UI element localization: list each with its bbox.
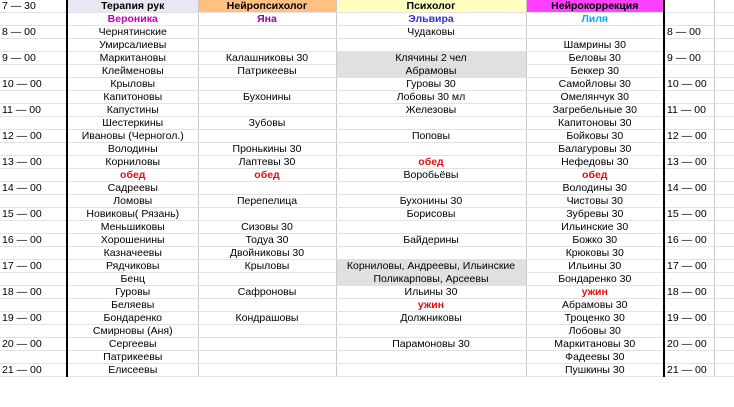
appointment-cell[interactable]: Беляевы: [67, 299, 198, 312]
appointment-cell[interactable]: Зубревы 30: [526, 208, 664, 221]
appointment-cell[interactable]: Маркитановы: [67, 52, 198, 65]
empty-cell[interactable]: [714, 312, 734, 325]
schedule-row: [0, 195, 734, 208]
time-cell[interactable]: 8 — 00: [664, 26, 714, 39]
appointment-cell[interactable]: обед: [198, 169, 336, 182]
time-cell[interactable]: [664, 0, 714, 13]
time-cell[interactable]: 20 — 00: [664, 338, 714, 351]
schedule-row: [0, 91, 734, 104]
time-cell[interactable]: 11 — 00: [664, 104, 714, 117]
empty-cell[interactable]: [714, 78, 734, 91]
appointment-cell[interactable]: Корниловы: [67, 156, 198, 169]
appointment-cell[interactable]: Борисовы: [336, 208, 526, 221]
time-cell[interactable]: [664, 247, 714, 260]
appointment-cell[interactable]: Сергеевы: [67, 338, 198, 351]
specialist-name[interactable]: Эльвира: [336, 13, 526, 26]
appointment-cell[interactable]: Воробьёвы: [336, 169, 526, 182]
time-cell[interactable]: 9 — 00: [0, 52, 67, 65]
appointment-cell[interactable]: Хорошенины: [67, 234, 198, 247]
appointment-cell[interactable]: Поликарповы, Арсеевы: [336, 273, 526, 286]
time-cell[interactable]: 21 — 00: [0, 364, 67, 377]
appointment-cell[interactable]: [526, 26, 664, 39]
appointment-cell[interactable]: [198, 78, 336, 91]
schedule-row: [0, 182, 734, 195]
empty-cell[interactable]: [714, 208, 734, 221]
appointment-cell[interactable]: Крюковы 30: [526, 247, 664, 260]
appointment-cell[interactable]: Ильинские 30: [526, 221, 664, 234]
appointment-cell[interactable]: Пушкины 30: [526, 364, 664, 377]
time-cell[interactable]: 7 — 30: [0, 0, 67, 13]
appointment-cell[interactable]: Железовы: [336, 104, 526, 117]
time-cell[interactable]: [664, 91, 714, 104]
appointment-cell[interactable]: Лобовы 30 мл: [336, 91, 526, 104]
appointment-cell[interactable]: [198, 182, 336, 195]
appointment-cell[interactable]: [198, 26, 336, 39]
time-cell[interactable]: 10 — 00: [0, 78, 67, 91]
schedule-row: [0, 65, 734, 78]
appointment-cell[interactable]: Лаптевы 30: [198, 156, 336, 169]
appointment-cell[interactable]: Садреевы: [67, 182, 198, 195]
appointment-cell[interactable]: Балагуровы 30: [526, 143, 664, 156]
appointment-cell[interactable]: Сафроновы: [198, 286, 336, 299]
time-cell[interactable]: [664, 117, 714, 130]
schedule-row: [0, 169, 734, 182]
appointment-cell[interactable]: Казначеевы: [67, 247, 198, 260]
appointment-cell[interactable]: Шестеркины: [67, 117, 198, 130]
appointment-cell[interactable]: Поповы: [336, 130, 526, 143]
time-cell[interactable]: 18 — 00: [664, 286, 714, 299]
specialist-header[interactable]: Нейрокоррекция: [526, 0, 664, 13]
empty-cell[interactable]: [714, 117, 734, 130]
appointment-cell[interactable]: Крыловы: [67, 78, 198, 91]
appointment-cell[interactable]: Чистовы 30: [526, 195, 664, 208]
appointment-cell[interactable]: Бондаренко: [67, 312, 198, 325]
appointment-cell[interactable]: Клячины 2 чел: [336, 52, 526, 65]
schedule-row: [0, 325, 734, 338]
appointment-cell[interactable]: Божко 30: [526, 234, 664, 247]
schedule-row: [0, 117, 734, 130]
specialist-name[interactable]: Яна: [198, 13, 336, 26]
empty-cell[interactable]: [714, 286, 734, 299]
schedule-row: [0, 26, 734, 39]
empty-cell[interactable]: [714, 169, 734, 182]
appointment-cell[interactable]: Бенц: [67, 273, 198, 286]
appointment-cell[interactable]: Патрикеевы: [198, 65, 336, 78]
appointment-cell[interactable]: Сизовы 30: [198, 221, 336, 234]
appointment-cell[interactable]: [198, 130, 336, 143]
time-cell[interactable]: [664, 169, 714, 182]
time-cell[interactable]: 17 — 00: [664, 260, 714, 273]
time-cell[interactable]: [0, 247, 67, 260]
schedule-row: [0, 247, 734, 260]
time-cell[interactable]: 14 — 00: [0, 182, 67, 195]
appointment-cell[interactable]: Калашниковы 30: [198, 52, 336, 65]
appointment-cell[interactable]: Чудаковы: [336, 26, 526, 39]
empty-cell[interactable]: [714, 91, 734, 104]
empty-cell[interactable]: [714, 273, 734, 286]
time-cell[interactable]: [664, 221, 714, 234]
appointment-cell[interactable]: Зубовы: [198, 117, 336, 130]
appointment-cell[interactable]: Ивановы (Черногол.): [67, 130, 198, 143]
time-cell[interactable]: 8 — 00: [0, 26, 67, 39]
schedule-row: [0, 260, 734, 273]
time-cell[interactable]: [0, 221, 67, 234]
time-cell[interactable]: 13 — 00: [0, 156, 67, 169]
time-cell[interactable]: [664, 299, 714, 312]
time-cell[interactable]: [0, 143, 67, 156]
time-cell[interactable]: [664, 195, 714, 208]
empty-cell[interactable]: [714, 351, 734, 364]
empty-cell[interactable]: [714, 130, 734, 143]
empty-cell[interactable]: [714, 143, 734, 156]
empty-cell[interactable]: [714, 325, 734, 338]
appointment-cell[interactable]: [198, 208, 336, 221]
schedule-row: [0, 273, 734, 286]
empty-cell[interactable]: [714, 65, 734, 78]
time-cell[interactable]: 16 — 00: [664, 234, 714, 247]
time-cell[interactable]: 9 — 00: [664, 52, 714, 65]
schedule-row: [0, 78, 734, 91]
time-cell[interactable]: 19 — 00: [0, 312, 67, 325]
time-cell[interactable]: [664, 143, 714, 156]
time-cell[interactable]: [664, 39, 714, 52]
appointment-cell[interactable]: Володины 30: [526, 182, 664, 195]
time-cell[interactable]: [0, 351, 67, 364]
appointment-cell[interactable]: Меньшиковы: [67, 221, 198, 234]
appointment-cell[interactable]: Нефедовы 30: [526, 156, 664, 169]
empty-cell[interactable]: [714, 13, 734, 26]
appointment-cell[interactable]: Лобовы 30: [526, 325, 664, 338]
appointment-cell[interactable]: Должниковы: [336, 312, 526, 325]
schedule-row: [0, 104, 734, 117]
schedule-row: [0, 351, 734, 364]
appointment-cell[interactable]: Ломовы: [67, 195, 198, 208]
time-cell[interactable]: [664, 273, 714, 286]
time-cell[interactable]: [0, 117, 67, 130]
appointment-cell[interactable]: Парамоновы 30: [336, 338, 526, 351]
appointment-cell[interactable]: [336, 247, 526, 260]
time-cell[interactable]: 11 — 00: [0, 104, 67, 117]
schedule-row: [0, 299, 734, 312]
empty-cell[interactable]: [714, 26, 734, 39]
schedule-row: [0, 234, 734, 247]
header-row: [0, 0, 734, 13]
specialist-name[interactable]: Лиля: [526, 13, 664, 26]
time-cell[interactable]: [0, 195, 67, 208]
empty-cell[interactable]: [714, 156, 734, 169]
appointment-cell[interactable]: [198, 273, 336, 286]
appointment-cell[interactable]: Елисеевы: [67, 364, 198, 377]
appointment-cell[interactable]: Крыловы: [198, 260, 336, 273]
appointment-cell[interactable]: Фадеевы 30: [526, 351, 664, 364]
time-cell[interactable]: [0, 273, 67, 286]
specialist-names-row: [0, 13, 734, 26]
appointment-cell[interactable]: [198, 364, 336, 377]
appointment-cell[interactable]: [336, 39, 526, 52]
time-cell[interactable]: [664, 325, 714, 338]
time-cell[interactable]: 17 — 00: [0, 260, 67, 273]
time-cell[interactable]: 18 — 00: [0, 286, 67, 299]
empty-cell[interactable]: [714, 299, 734, 312]
schedule-row: [0, 130, 734, 143]
time-cell[interactable]: [0, 299, 67, 312]
appointment-cell[interactable]: Самойловы 30: [526, 78, 664, 91]
empty-cell[interactable]: [714, 338, 734, 351]
appointment-cell[interactable]: Бухонины: [198, 91, 336, 104]
appointment-cell[interactable]: Гуровы 30: [336, 78, 526, 91]
time-cell[interactable]: 12 — 00: [0, 130, 67, 143]
empty-cell[interactable]: [714, 260, 734, 273]
appointment-cell[interactable]: Смирновы (Аня): [67, 325, 198, 338]
appointment-cell[interactable]: Беккер 30: [526, 65, 664, 78]
time-cell[interactable]: 13 — 00: [664, 156, 714, 169]
appointment-cell[interactable]: Ильины 30: [526, 260, 664, 273]
empty-cell[interactable]: [714, 195, 734, 208]
appointment-cell[interactable]: [336, 117, 526, 130]
appointment-cell[interactable]: Бондаренко 30: [526, 273, 664, 286]
appointment-cell[interactable]: [198, 39, 336, 52]
appointment-cell[interactable]: Байдерины: [336, 234, 526, 247]
appointment-cell[interactable]: [336, 182, 526, 195]
schedule-row: [0, 143, 734, 156]
appointment-cell[interactable]: [336, 364, 526, 377]
empty-cell[interactable]: [0, 13, 67, 26]
appointment-cell[interactable]: Маркитановы 30: [526, 338, 664, 351]
time-cell[interactable]: [664, 65, 714, 78]
empty-cell[interactable]: [714, 104, 734, 117]
appointment-cell[interactable]: Шамрины 30: [526, 39, 664, 52]
schedule-row: [0, 364, 734, 377]
appointment-cell[interactable]: [198, 338, 336, 351]
appointment-cell[interactable]: Абрамовы 30: [526, 299, 664, 312]
time-cell[interactable]: 16 — 00: [0, 234, 67, 247]
appointment-cell[interactable]: Кондрашовы: [198, 312, 336, 325]
time-cell[interactable]: [0, 325, 67, 338]
time-cell[interactable]: 14 — 00: [664, 182, 714, 195]
appointment-cell[interactable]: Ильины 30: [336, 286, 526, 299]
time-cell[interactable]: 15 — 00: [0, 208, 67, 221]
appointment-cell[interactable]: обед: [336, 156, 526, 169]
specialist-header[interactable]: Нейропсихолог: [198, 0, 336, 13]
empty-cell[interactable]: [714, 182, 734, 195]
schedule-row: [0, 286, 734, 299]
specialist-header[interactable]: Психолог: [336, 0, 526, 13]
time-cell[interactable]: 20 — 00: [0, 338, 67, 351]
schedule-row: [0, 52, 734, 65]
appointment-cell[interactable]: Рядчиковы: [67, 260, 198, 273]
appointment-cell[interactable]: Капустины: [67, 104, 198, 117]
appointment-cell[interactable]: Капитоновы: [67, 91, 198, 104]
schedule-row: [0, 221, 734, 234]
appointment-cell[interactable]: Капитоновы 30: [526, 117, 664, 130]
appointment-cell[interactable]: [198, 299, 336, 312]
schedule-row: [0, 156, 734, 169]
appointment-cell[interactable]: Клейменовы: [67, 65, 198, 78]
appointment-cell[interactable]: Пронькины 30: [198, 143, 336, 156]
time-cell[interactable]: [0, 39, 67, 52]
appointment-cell[interactable]: Умирсалиевы: [67, 39, 198, 52]
appointment-cell[interactable]: Беловы 30: [526, 52, 664, 65]
appointment-cell[interactable]: Володины: [67, 143, 198, 156]
specialist-header[interactable]: Терапия рук: [67, 0, 198, 13]
appointment-cell[interactable]: Загребельные 30: [526, 104, 664, 117]
empty-cell[interactable]: [664, 13, 714, 26]
appointment-cell[interactable]: ужин: [336, 299, 526, 312]
appointment-cell[interactable]: [198, 351, 336, 364]
appointment-cell[interactable]: Патрикеевы: [67, 351, 198, 364]
appointment-cell[interactable]: Корниловы, Андреевы, Ильинские: [336, 260, 526, 273]
appointment-cell[interactable]: Перепелица: [198, 195, 336, 208]
time-cell[interactable]: 19 — 00: [664, 312, 714, 325]
appointment-cell[interactable]: [198, 325, 336, 338]
appointment-cell[interactable]: Новиковы( Рязань): [67, 208, 198, 221]
schedule-row: [0, 312, 734, 325]
time-cell[interactable]: 15 — 00: [664, 208, 714, 221]
empty-cell[interactable]: [714, 247, 734, 260]
time-cell[interactable]: [664, 351, 714, 364]
appointment-cell[interactable]: Троценко 30: [526, 312, 664, 325]
schedule-row: [0, 208, 734, 221]
empty-cell[interactable]: [714, 0, 734, 13]
appointment-cell[interactable]: Абрамовы: [336, 65, 526, 78]
empty-cell[interactable]: [714, 221, 734, 234]
appointment-cell[interactable]: Тодуа 30: [198, 234, 336, 247]
empty-cell[interactable]: [714, 364, 734, 377]
schedule-row: [0, 338, 734, 351]
appointment-cell[interactable]: Бухонины 30: [336, 195, 526, 208]
time-cell[interactable]: [0, 65, 67, 78]
time-cell[interactable]: 10 — 00: [664, 78, 714, 91]
specialist-name[interactable]: Вероника: [67, 13, 198, 26]
time-cell[interactable]: [0, 91, 67, 104]
appointment-cell[interactable]: обед: [526, 169, 664, 182]
schedule-row: [0, 39, 734, 52]
appointment-cell[interactable]: [198, 104, 336, 117]
appointment-cell[interactable]: обед: [67, 169, 198, 182]
appointment-cell[interactable]: Омелянчук 30: [526, 91, 664, 104]
appointment-cell[interactable]: ужин: [526, 286, 664, 299]
time-cell[interactable]: 21 — 00: [664, 364, 714, 377]
empty-cell[interactable]: [714, 39, 734, 52]
appointment-cell[interactable]: Двойниковы 30: [198, 247, 336, 260]
time-cell[interactable]: [0, 169, 67, 182]
appointment-cell[interactable]: [336, 221, 526, 234]
appointment-cell[interactable]: [336, 351, 526, 364]
appointment-cell[interactable]: [336, 143, 526, 156]
appointment-cell[interactable]: Бойковы 30: [526, 130, 664, 143]
appointment-cell[interactable]: Гуровы: [67, 286, 198, 299]
empty-cell[interactable]: [714, 234, 734, 247]
appointment-cell[interactable]: Чернятинские: [67, 26, 198, 39]
empty-cell[interactable]: [714, 52, 734, 65]
time-cell[interactable]: 12 — 00: [664, 130, 714, 143]
appointment-cell[interactable]: [336, 325, 526, 338]
